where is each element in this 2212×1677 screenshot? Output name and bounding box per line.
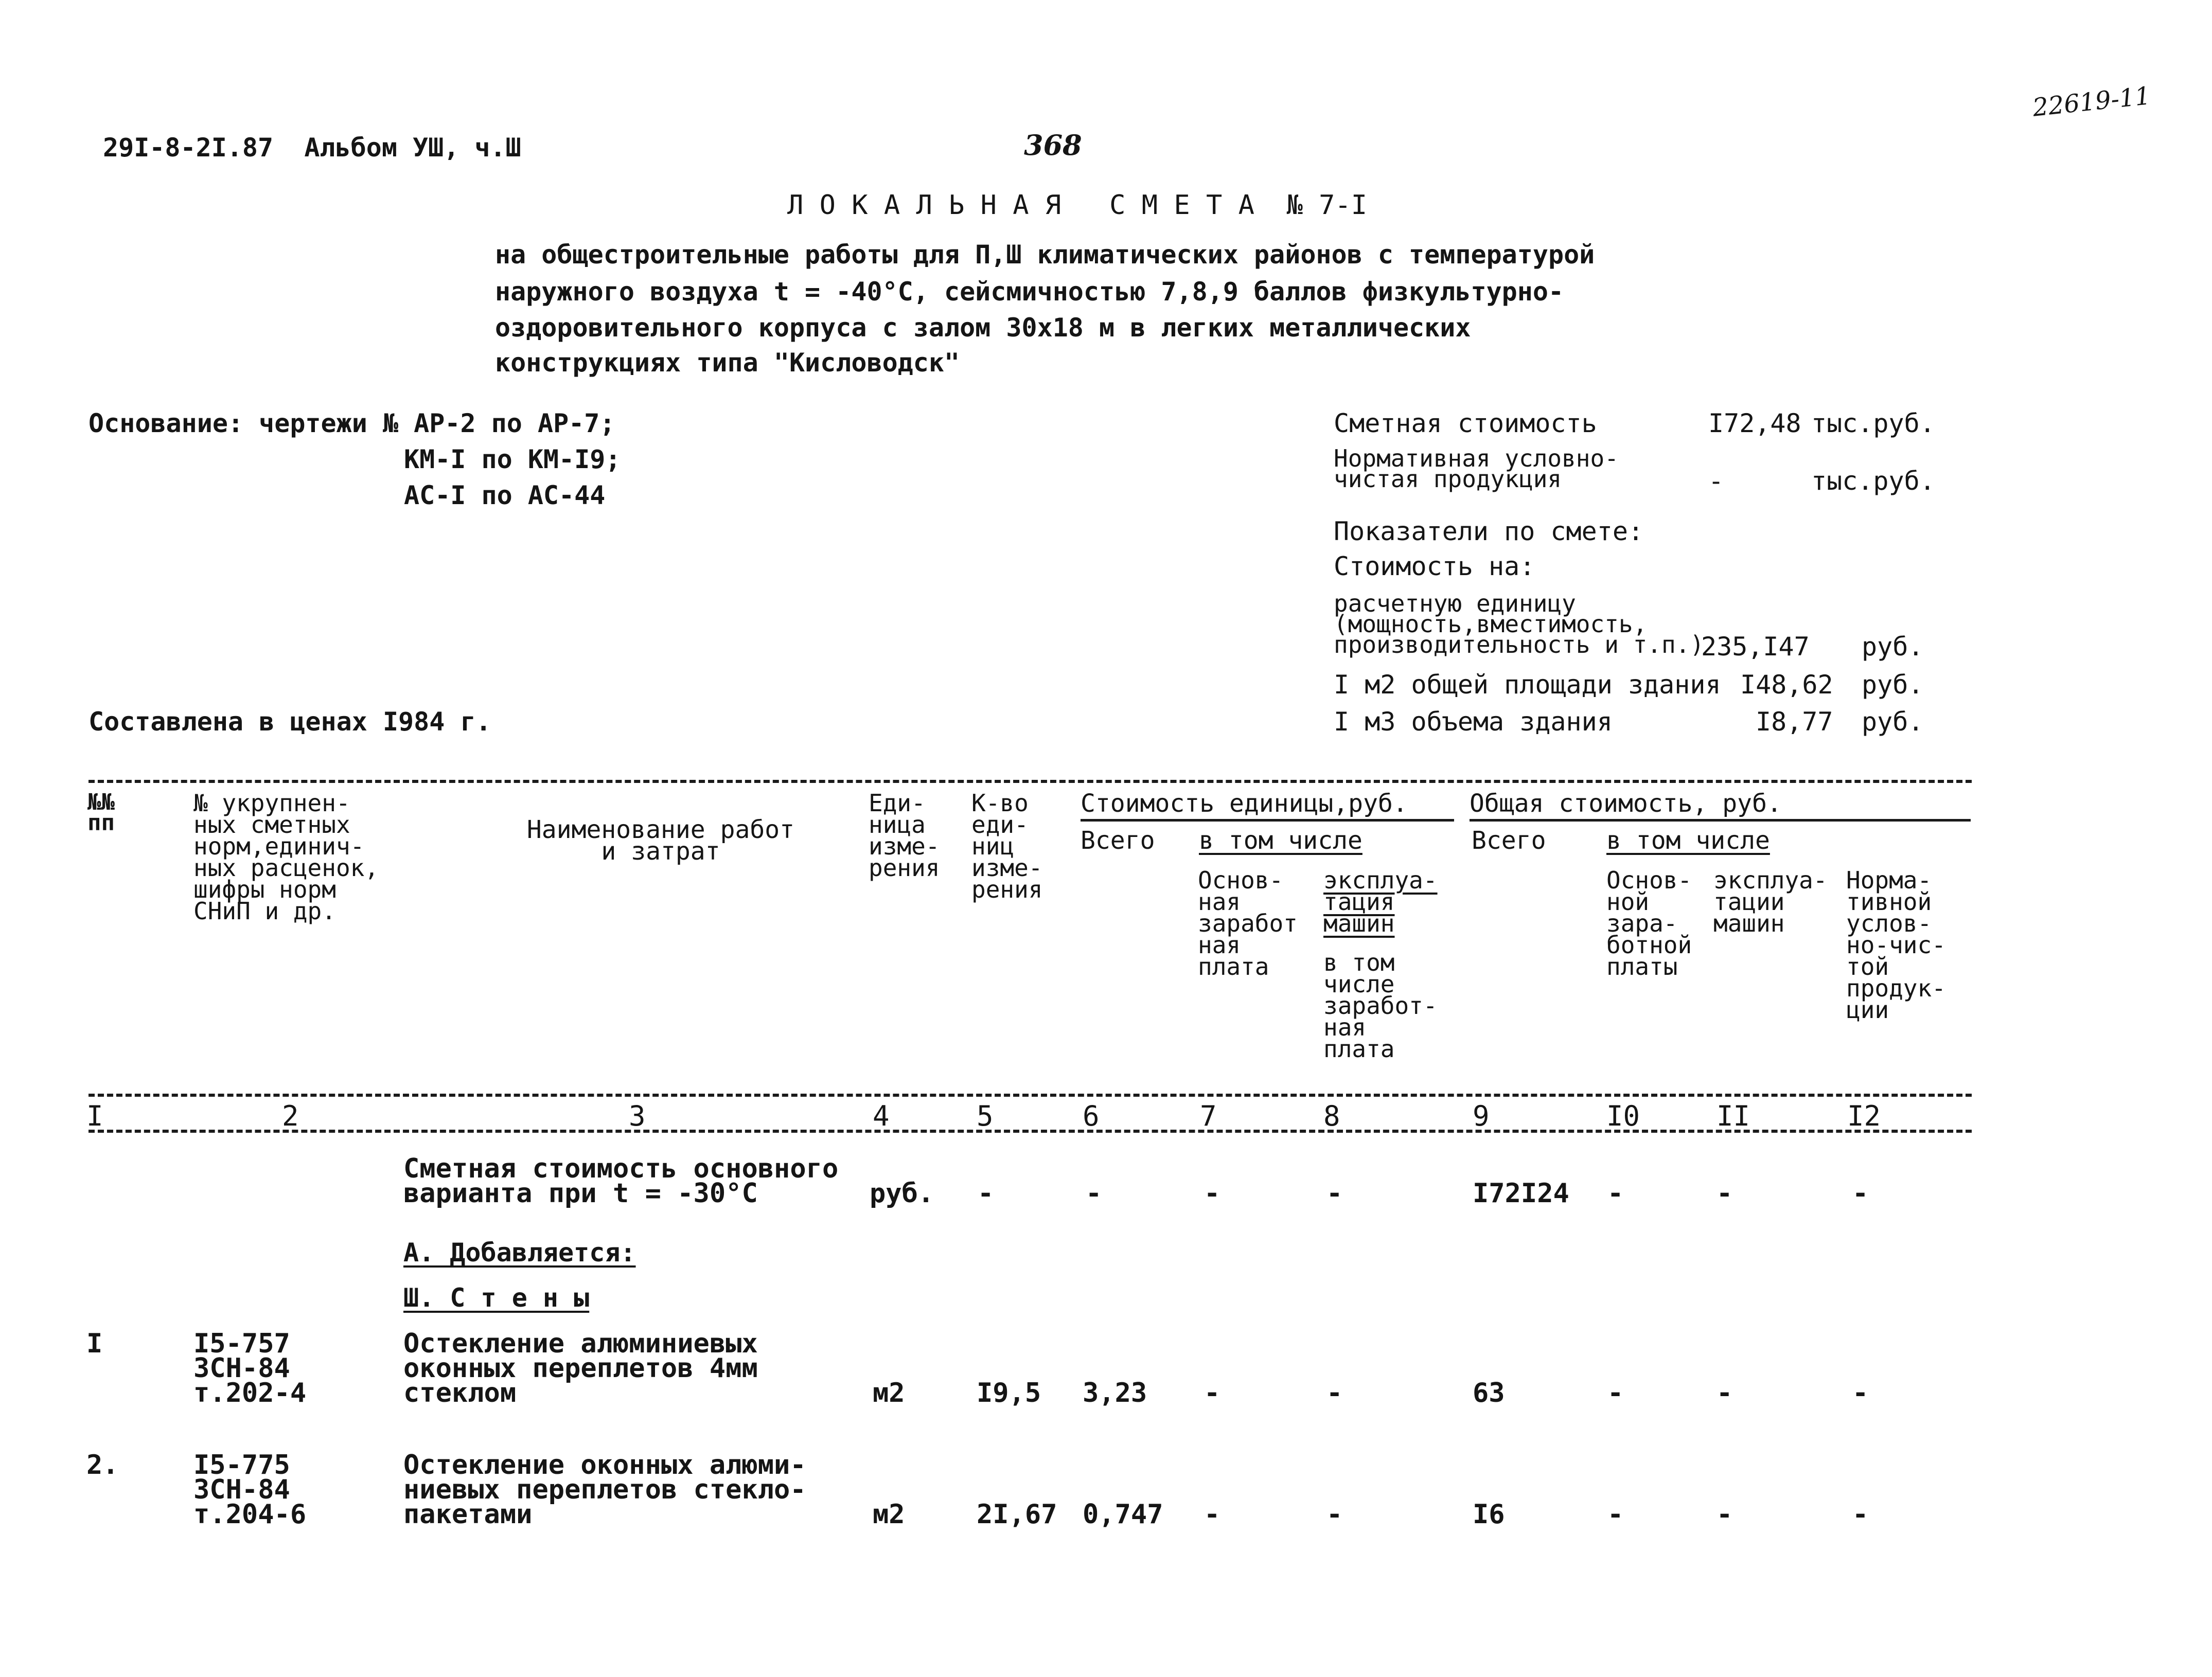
header-col-7: Основ- ная заработ ная плата xyxy=(1198,866,1298,980)
header-col-11: эксплуа- тации машин xyxy=(1713,866,1828,937)
page-number: 368 xyxy=(1024,129,1082,162)
summary-cost-label: Сметная стоимость xyxy=(1334,408,1597,438)
row-2-total-machines: - xyxy=(1716,1499,1733,1530)
base-row-unit-wage: - xyxy=(1204,1178,1220,1209)
summary-volume-value: I8,77 xyxy=(1756,707,1833,737)
summary-cost-value: I72,48 xyxy=(1708,408,1801,438)
summary-area-label: I м2 общей площади здания xyxy=(1334,670,1721,700)
base-row-total-machines: - xyxy=(1716,1178,1733,1209)
header-col-8-machines: эксплуа- тация машин xyxy=(1323,866,1438,937)
base-row-total-normative: - xyxy=(1852,1178,1869,1209)
col-number-1: I xyxy=(86,1100,103,1132)
basis-line-1: Основание: чертежи № АР-2 по АР-7; xyxy=(89,408,615,438)
col-number-7: 7 xyxy=(1200,1100,1217,1132)
document-title: Л О К А Л Ь Н А Я С М Е Т А № 7-I xyxy=(787,190,1368,221)
row-1-unit-wage: - xyxy=(1204,1378,1220,1408)
row-1-total-wage: - xyxy=(1607,1378,1624,1408)
numbers-bottom-rule xyxy=(89,1130,1972,1133)
col-number-8: 8 xyxy=(1323,1100,1340,1132)
row-2-name: Остекление оконных алюми- ниевых переплетов стекло- пакетами xyxy=(403,1450,806,1530)
document-code: 29I-8-2I.87 Альбом УШ, ч.Ш xyxy=(103,133,521,163)
summary-cost-on-label: Стоимость на: xyxy=(1334,551,1535,581)
col-number-4: 4 xyxy=(873,1100,890,1132)
col-number-2: 2 xyxy=(282,1100,299,1132)
subtitle-line-2: наружного воздуха t = -40°С, сейсмичностью 7,8,9 баллов физкультурно- xyxy=(495,277,1564,307)
col-number-12: I2 xyxy=(1847,1100,1881,1132)
col-number-10: I0 xyxy=(1606,1100,1640,1132)
row-2-total-normative: - xyxy=(1852,1499,1869,1530)
base-row-unit-total: - xyxy=(1086,1178,1102,1209)
header-col-3: Наименование работ и затрат xyxy=(526,815,795,866)
header-unit-cost-group: Стоимость единицы,руб. xyxy=(1081,789,1408,818)
header-col-2: № укрупнен- ных сметных норм,единич- ных расценок, шифры норм СНиП и др. xyxy=(193,789,379,925)
row-2-code: I5-775 ЗСН-84 т.204-6 xyxy=(193,1450,307,1530)
base-row-total-wage: - xyxy=(1607,1178,1624,1209)
subtitle-line-1: на общестроительные работы для П,Ш климатических районов с температурой xyxy=(495,240,1595,270)
subtitle-line-3: оздоровительного корпуса с залом 30х18 м в легких металлических xyxy=(495,313,1471,343)
prices-note: Составлена в ценах I984 г. xyxy=(89,707,491,737)
summary-normative-value: - xyxy=(1708,466,1724,496)
summary-normative-unit: тыс.руб. xyxy=(1811,466,1935,496)
summary-unit-unit: руб. xyxy=(1862,632,1924,662)
row-1-total-normative: - xyxy=(1852,1378,1869,1408)
base-row-unit-machines: - xyxy=(1326,1178,1343,1209)
row-1-unit-total: 3,23 xyxy=(1083,1378,1147,1408)
row-2-unit: м2 xyxy=(873,1499,905,1530)
row-1-code: I5-757 ЗСН-84 т.202-4 xyxy=(193,1328,307,1408)
row-1-unit-machines: - xyxy=(1326,1378,1343,1408)
row-2-number: 2. xyxy=(86,1450,119,1480)
summary-cost-unit: тыс.руб. xyxy=(1811,408,1935,438)
row-2-qty: 2I,67 xyxy=(977,1499,1057,1530)
section-added-heading: А. Добавляется: xyxy=(403,1238,636,1268)
row-1-qty: I9,5 xyxy=(977,1378,1041,1408)
summary-volume-unit: руб. xyxy=(1862,707,1924,737)
summary-unit-label-2: (мощность,вместимость, xyxy=(1334,610,1648,638)
header-col-5: К-во еди- ниц изме- рения xyxy=(971,789,1043,903)
header-col-4: Еди- ница изме- рения xyxy=(869,789,940,882)
row-2-unit-machines: - xyxy=(1326,1499,1343,1530)
summary-area-value: I48,62 xyxy=(1740,670,1833,700)
row-2-unit-total: 0,747 xyxy=(1083,1499,1163,1530)
header-col-6: Всего xyxy=(1081,826,1155,855)
header-col-12: Норма- тивной услов- но-чис- той продук- ции xyxy=(1846,866,1946,1024)
base-row-total: I72I24 xyxy=(1473,1178,1569,1209)
basis-line-2: КМ-I по КМ-I9; xyxy=(404,444,621,474)
row-1-total-machines: - xyxy=(1716,1378,1733,1408)
section-walls-heading: Ш. С т е н ы xyxy=(403,1283,590,1313)
header-unit-cost-rule xyxy=(1081,819,1454,822)
row-1-total: 63 xyxy=(1473,1378,1505,1408)
row-1-unit: м2 xyxy=(873,1378,905,1408)
row-2-total-wage: - xyxy=(1607,1499,1624,1530)
summary-unit-label-1: расчетную единицу xyxy=(1334,590,1576,617)
summary-normative-label-2: чистая продукция xyxy=(1334,465,1562,493)
header-total-cost-rule xyxy=(1470,819,1971,822)
header-col-1: №№ пп xyxy=(87,789,115,836)
row-1-name: Остекление алюминиевых оконных переплетов 4мм стеклом xyxy=(403,1328,758,1408)
row-2-total: I6 xyxy=(1473,1499,1505,1530)
archive-number: 22619-11 xyxy=(2031,81,2152,122)
col-number-5: 5 xyxy=(977,1100,994,1132)
col-number-11: II xyxy=(1716,1100,1750,1132)
header-col-10: Основ- ной зара- ботной платы xyxy=(1606,866,1692,980)
basis-line-3: АС-I по АС-44 xyxy=(404,480,606,510)
row-1-number: I xyxy=(86,1328,103,1359)
header-including-1: в том числе xyxy=(1199,826,1362,855)
summary-unit-label-3: производительность и т.п.) xyxy=(1334,631,1705,658)
summary-indicators-label: Показатели по смете: xyxy=(1334,516,1644,546)
summary-normative-label-1: Нормативная условно- xyxy=(1334,444,1619,472)
header-col-9: Всего xyxy=(1472,826,1546,855)
row-2-unit-wage: - xyxy=(1204,1499,1220,1530)
numbers-top-rule xyxy=(89,1094,1972,1097)
header-including-2: в том числе xyxy=(1606,826,1770,855)
summary-unit-value: 235,I47 xyxy=(1701,632,1810,662)
subtitle-line-4: конструкциях типа "Кисловодск" xyxy=(495,348,960,378)
col-number-9: 9 xyxy=(1473,1100,1490,1132)
header-col-8-wage: в том числе заработ- ная плата xyxy=(1323,949,1438,1063)
base-row-qty: - xyxy=(978,1178,994,1209)
summary-volume-label: I м3 объема здания xyxy=(1334,707,1613,737)
summary-area-unit: руб. xyxy=(1862,670,1924,700)
table-top-rule xyxy=(89,780,1972,783)
col-number-3: 3 xyxy=(629,1100,646,1132)
base-row-unit: руб. xyxy=(870,1178,934,1209)
col-number-6: 6 xyxy=(1083,1100,1100,1132)
base-row-name: Сметная стоимость основного варианта при t = -30°С xyxy=(403,1153,839,1209)
header-total-cost-group: Общая стоимость, руб. xyxy=(1470,789,1782,818)
